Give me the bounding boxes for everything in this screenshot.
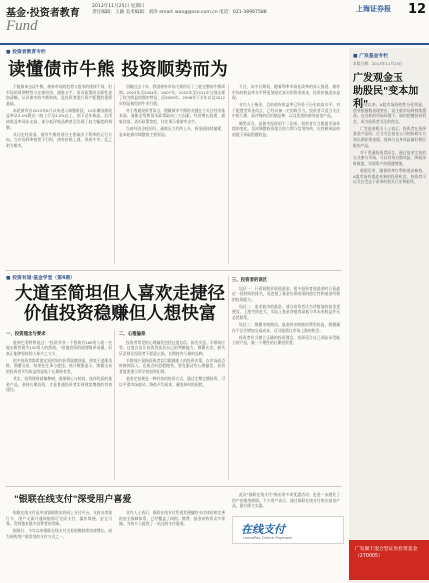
paragraph: 当前经济企稳回升，通胀压力有所上升，资金面持续偏紧，是本轮债市调整的主要原因。 (119, 126, 225, 137)
subhead: 二、心理偏差 (119, 332, 146, 337)
sidebar-date: 本版日期：2013年11月25日 (353, 61, 403, 66)
bottom-article-headline: "银联在线支付"深受用户喜爱 (14, 495, 132, 505)
sidebar-fund-banner[interactable] (349, 540, 429, 580)
column-divider (228, 84, 229, 264)
paragraph: 本轮债市自2013年6月以来进入调整阶段，10年期国债收益率从3.4%附近一路上行至4.5%以上，创下近年新高。信用债收益率同步走高，部分低评级品种甚至出现了较大幅度的调整。 (6, 107, 112, 130)
sidebar-title-line1: 广发观金玉 (353, 73, 403, 84)
subhead: 三、投资者的误区 (232, 278, 268, 283)
masthead-rule (0, 43, 429, 45)
sidebar-column (349, 48, 429, 583)
top-article-tag: ■ 投资者教育专栏 (6, 48, 46, 55)
column-divider (114, 330, 115, 480)
section-english-label: Fund (6, 18, 38, 34)
paragraph: 此次"银联在线支付"推出的多项优惠活动，更进一步激发了用户的使用热情。不少用户表示，通过银联在线支付购买基金产品，既方便又实惠。 (232, 492, 340, 509)
paragraph: 投资者常见的心理偏差包括过度自信、损失厌恶、羊群效应等。过度自信让投资者高估自己的判断能力，频繁买卖；损失厌恶则让投资者不愿意止损，长期持有亏损的品种。 (119, 339, 225, 356)
sidebar-title-line2: 助股民"变本加利" (353, 86, 419, 110)
paragraph: 顺势而为，是债市投资的不二法则。投资者应当根据市场环境的变化，及时调整投资组合的久期与信用结构，在控制风险的前提下获取稳健收益。 (232, 120, 340, 137)
paragraph: 业内人士指出，目前债券收益率已经处于历史较高水平，对于配置型资金而言，已经具备一定的吸引力。投资者可适当关注中短久期、高评级的信用债品种，以及优质的债券基金产品。 (232, 102, 340, 119)
sidebar-body (353, 102, 426, 186)
paragraph: 羊群效应是指投资者盲目跟随他人的投资决策，在市场高点时蜂拥而入，在低点时恐慌抛售。要克服这些心理偏差，投资者需要建立科学的投资纪律。 (119, 357, 225, 375)
paragraph: 很多投资者都希望在短时间内获得高额回报，热衷于追涨杀跌、频繁交易，结果往往事与愿违。统计数据显示，频繁交易的投资者平均收益明显低于长期持有者。 (6, 357, 112, 375)
paragraph: 不过，从中长期看，随着利率市场化改革的深入推进，债券市场的收益率水平将更加贴近真实的资金成本，投资价值逐步显现。 (232, 84, 340, 101)
paragraph: 其实，投资理财就像种树，需要耐心与时间。选择优质的基金产品，坚持长期投资，才是普通投资者实现财富增值的有效途径。 (6, 376, 112, 393)
section-divider (6, 270, 342, 271)
mid-article-headline (10, 284, 230, 324)
paragraph: 基金定投便是一种有效的投资方式，通过定期定额投资，可以平滑市场波动，降低平均成本，避免择时的困扰。 (119, 376, 225, 387)
unionpay-advertisement[interactable] (232, 516, 344, 544)
top-article-col3 (232, 84, 340, 139)
paragraph: 从历史经验看，债市牛熊的划分主要取决于利率的运行方向。当市场利率持续下行时，债券价格上涨，形成牛市；反之则为熊市。 (6, 131, 112, 148)
paragraph: 误区一：只看短期业绩选基金。很多投资者选基金时只看最近一段时间的排名，而忽视了基金长期业绩的稳定性和基金经理的投资能力。 (232, 285, 340, 302)
paragraph: 据统计，今年以来银联在线支付交易规模持续快速增长，成为网购用户最常用的支付方式之一。 (6, 528, 112, 539)
mid-headline-line2: 价值投资稳赚但人想快富 (23, 304, 217, 324)
sidebar-tag: ■ 广发基金专栏 (353, 52, 388, 59)
mid-article-tag: ■ 投资有道·基金学堂（第4期） (6, 274, 75, 281)
mid-article-col3 (232, 276, 340, 348)
masthead-date: 2013年11月25日 星期日 (92, 4, 145, 9)
top-article-headline: 读懂债市牛熊 投资顺势而为 (8, 60, 228, 80)
paragraph: 广发基金相关人士表示，投资者在选择基金产品时，应当关注基金公司的投研实力和长期业绩表现，选择与自身风险偏好相匹配的产品。 (353, 125, 426, 148)
paragraph: 投资者应当树立正确的投资理念，选择适合自己风险承受能力的产品，做一个理性的长期投资者。 (232, 334, 340, 346)
paragraph: 展望后市，随着改革红利的逐步释放，A股市场有望迎来新的投资机会。投资者可以关注受益于改革的相关行业和板块。 (353, 168, 426, 185)
paragraph: 回顾过去十年，我国债券市场大致经历了三轮完整的牛熊周期。2003年至2004年、2007年、2010年至2011年分别出现了较为明显的熊市特征，而2005年、2008年下半年以及2012年则是典型的牛市行情。 (119, 84, 225, 106)
paragraph: 对于普通投资者而言，理解债市牛熊的关键在于关注经济基本面、通胀走势和货币政策取向三大因素。经济增长放缓、通胀回落、货币政策宽松，往往预示着债市走牛。 (119, 107, 225, 125)
ad-logo: 在线支付 (241, 523, 285, 536)
paragraph: 今年以来，A股市场结构性分化明显，创业板指数表现突出，而主板市场则持续震荡。在这样的市场环境下，如何把握投资机会，成为投资者关注的焦点。 (353, 102, 426, 124)
paragraph: 误区二：追求低净值基金。部分投资者认为净值低的基金更便宜，上涨空间更大，实际上基金净值的高低与其未来收益并无必然联系。 (232, 303, 340, 321)
paragraph: 对于普通投资者而言，通过基金定投的方式参与市场，可以有效分散风险，降低择时难度，实现资产的稳健增值。 (353, 149, 426, 166)
top-article-col1 (6, 84, 112, 150)
subhead: 一、投资理念与要求 (6, 332, 46, 337)
column-divider (228, 276, 229, 480)
sidebar-banner-text: 广发聚丰混合型证券投资基金（270005） (355, 547, 418, 559)
page-number: 12 (408, 2, 427, 17)
mid-headline-line1: 大道至简坦但人喜欢走捷径 (15, 284, 225, 304)
bottom-article-col3 (232, 492, 340, 510)
section-divider (6, 486, 342, 487)
masthead (0, 0, 429, 44)
main-content (0, 48, 344, 583)
column-divider (114, 84, 115, 264)
paragraph: 股神巴菲特曾说过："投资并非一个智商为160的人就一定能击败智商为130的人的游戏。"价值投资的道理简单易懂，但真正能够坚持的人却少之又少。 (6, 339, 112, 356)
bottom-article-col2 (119, 510, 225, 528)
paragraph: 银联在线支付是中国银联推出的网上支付平台，支持各类银行卡，用户无需开通网银即可完成支付，操作简便、安全可靠，受到越来越多消费者的青睐。 (6, 510, 112, 527)
mid-article-col2 (119, 330, 225, 389)
bottom-article-col1 (6, 510, 112, 541)
masthead-editors: 责任编辑：王颖 美术编辑：刘涛 email: wang@sse.com.cn 电话：021-38967588 (92, 10, 267, 16)
mid-article-col1 (6, 330, 112, 394)
masthead-info (92, 4, 360, 17)
paragraph: 业内人士表示，银联在线支付凭借其便捷的支付体验和完善的安全保障体系，已经覆盖了网购、缴费、基金申购等众多领域，为持卡人提供了一站式的支付服务。 (119, 510, 225, 527)
paragraph: 误区三：频繁申购赎回。基金的申购赎回费用较高，频繁操作不仅会增加交易成本，还可能错过市场上涨的机会。 (232, 322, 340, 333)
section-title: 基金·投资者教育 (6, 8, 80, 19)
ad-subtitle: UnionPay Online Payment (243, 535, 292, 540)
top-article-col2 (119, 84, 225, 139)
paragraph: 不能简单去谈牛熊，债券市场的趋势与股市的规律不同，但市场的周期特性与宏观经济、通胀水平、货币政策的关联性更加清晰。认识债市的牛熊转换，是投资者进行资产配置的重要基础。 (6, 84, 112, 106)
newspaper-logo: 上海证券报 (356, 5, 391, 13)
